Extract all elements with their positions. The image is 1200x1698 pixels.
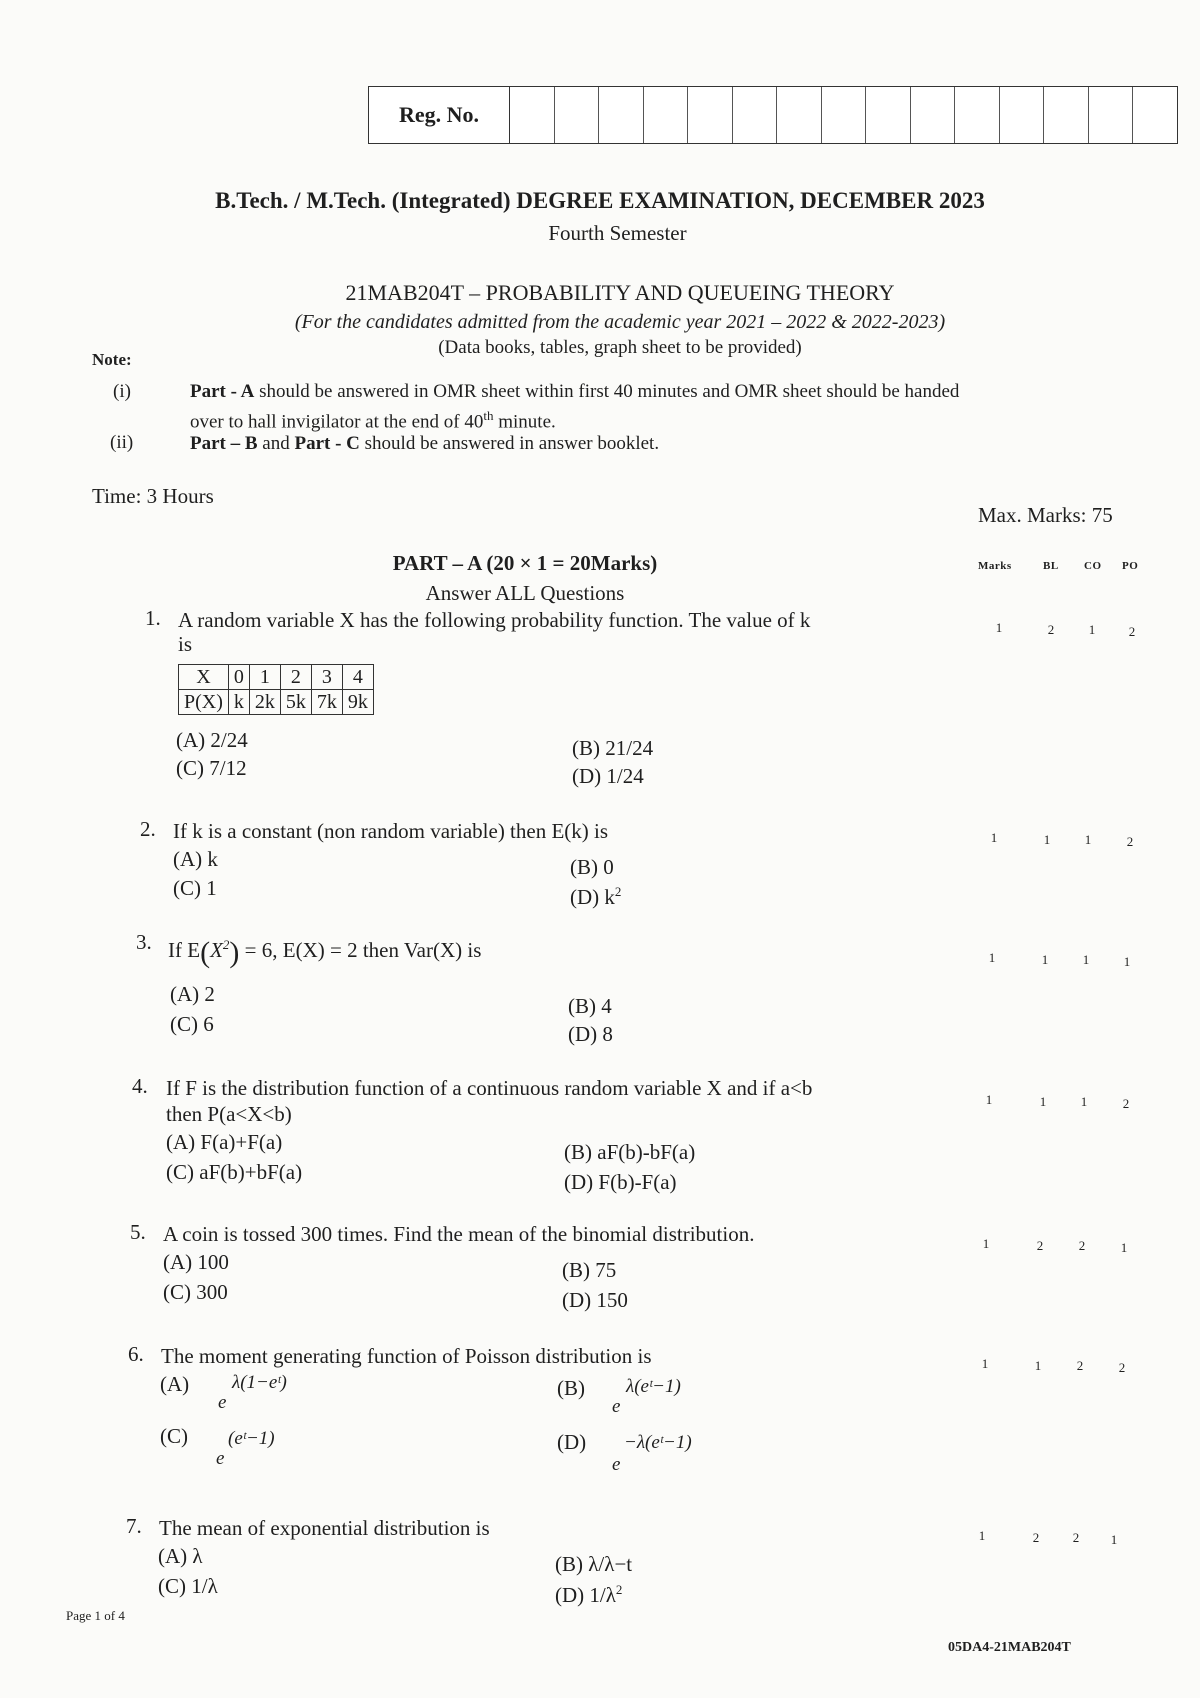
option-d[interactable] bbox=[555, 1582, 622, 1608]
option-c[interactable]: (C) 6 bbox=[170, 1012, 214, 1036]
mark-value: 1 bbox=[985, 1092, 993, 1107]
option-b[interactable]: (B) aF(b)-bF(a) bbox=[564, 1140, 696, 1164]
note-item bbox=[190, 432, 1170, 456]
option-d-base: e bbox=[612, 1454, 621, 1475]
question-number: 3. bbox=[136, 930, 152, 954]
option-a[interactable]: (A) bbox=[160, 1372, 190, 1396]
paren-icon: ) bbox=[229, 936, 240, 969]
note-text: minute. bbox=[493, 411, 556, 433]
table-cell: 2 bbox=[280, 665, 311, 690]
probability-table bbox=[178, 664, 374, 715]
mark-value: 1 bbox=[978, 1528, 986, 1543]
question-text: The moment generating function of Poisson distribution is bbox=[161, 1344, 652, 1368]
option-d-sup: 2 bbox=[614, 884, 622, 899]
page-number: Page 1 of 4 bbox=[66, 1608, 125, 1623]
co-value: 1 bbox=[1082, 952, 1090, 967]
table-cell: 5k bbox=[280, 690, 311, 715]
table-cell: 3 bbox=[311, 665, 342, 690]
reg-cell[interactable] bbox=[866, 87, 911, 143]
reg-cell[interactable] bbox=[1044, 87, 1089, 143]
bl-value: 1 bbox=[1034, 1358, 1042, 1373]
table-cell: 7k bbox=[311, 690, 342, 715]
note-text: should be answered in OMR sheet within first 40 minutes and OMR sheet should be handed bbox=[254, 381, 960, 402]
question-number: 1. bbox=[145, 606, 161, 630]
part-a-title: PART – A (20 × 1 = 20Marks) bbox=[392, 551, 658, 575]
bl-value: 1 bbox=[1041, 952, 1049, 967]
co-value: 1 bbox=[1084, 832, 1092, 847]
reg-cell[interactable] bbox=[555, 87, 600, 143]
option-d[interactable]: (D) F(b)-F(a) bbox=[564, 1170, 677, 1194]
col-header-co: CO bbox=[1084, 560, 1102, 572]
question-text: is bbox=[178, 632, 193, 656]
option-c[interactable]: (C) 7/12 bbox=[176, 756, 247, 780]
po-value: 2 bbox=[1128, 624, 1136, 639]
bl-value: 1 bbox=[1043, 832, 1051, 847]
question-number: 7. bbox=[126, 1514, 142, 1538]
semester: Fourth Semester bbox=[548, 221, 687, 245]
option-d-text: (D) k bbox=[570, 885, 615, 909]
option-c-math: (eᵗ−1) bbox=[228, 1428, 275, 1449]
option-b[interactable]: (B) 21/24 bbox=[572, 736, 654, 760]
col-header-bl: BL bbox=[1043, 560, 1059, 572]
question-number: 2. bbox=[140, 817, 156, 841]
po-value: 2 bbox=[1122, 1096, 1130, 1111]
option-c[interactable]: (C) 1 bbox=[173, 876, 217, 900]
table-cell: 0 bbox=[228, 665, 249, 690]
note-sup: th bbox=[483, 408, 494, 423]
note-text: and bbox=[257, 433, 295, 454]
col-header-po: PO bbox=[1122, 560, 1139, 572]
reg-no-label: Reg. No. bbox=[369, 87, 510, 143]
mark-value: 1 bbox=[988, 950, 996, 965]
candidates-note: (For the candidates admitted from the academic year 2021 – 2022 & 2022-2023) bbox=[294, 311, 946, 333]
note-text: over to hall invigilator at the end of 40 bbox=[190, 411, 484, 433]
table-cell: P(X) bbox=[179, 690, 229, 715]
option-c[interactable]: (C) 1/λ bbox=[158, 1574, 218, 1598]
option-d[interactable]: (D) 8 bbox=[568, 1022, 613, 1046]
po-value: 1 bbox=[1123, 954, 1131, 969]
reg-cell[interactable] bbox=[688, 87, 733, 143]
note-item bbox=[190, 380, 1170, 434]
option-b[interactable]: (B) 4 bbox=[568, 994, 612, 1018]
note-text: should be answered in answer booklet. bbox=[359, 433, 660, 454]
note-label: Note: bbox=[92, 350, 132, 369]
mark-value: 1 bbox=[995, 620, 1003, 635]
bl-value: 2 bbox=[1036, 1238, 1044, 1253]
co-value: 1 bbox=[1080, 1094, 1088, 1109]
option-a[interactable]: (A) λ bbox=[158, 1544, 203, 1568]
paper-code: 05DA4-21MAB204T bbox=[948, 1640, 1071, 1655]
reg-cell[interactable] bbox=[911, 87, 956, 143]
option-d-text: (D) 1/λ bbox=[555, 1583, 616, 1607]
table-cell: 1 bbox=[249, 665, 280, 690]
question-number: 5. bbox=[130, 1220, 146, 1244]
databooks-note: (Data books, tables, graph sheet to be provided) bbox=[438, 337, 802, 358]
option-a-base: e bbox=[218, 1392, 227, 1413]
q3-var: X bbox=[210, 938, 223, 962]
q3-part: If E bbox=[168, 938, 201, 962]
mark-value: 1 bbox=[990, 830, 998, 845]
po-value: 1 bbox=[1110, 1532, 1118, 1547]
col-header-marks: Marks bbox=[978, 560, 1012, 572]
question-text: If F is the distribution function of a continuous random variable X and if a<b bbox=[166, 1076, 813, 1100]
option-d-sup: 2 bbox=[615, 1582, 623, 1597]
option-a[interactable]: (A) 2 bbox=[170, 982, 215, 1006]
co-value: 1 bbox=[1088, 622, 1096, 637]
note-bold: Part – B bbox=[190, 433, 258, 454]
max-marks: Max. Marks: 75 bbox=[978, 503, 1113, 527]
question-text: A coin is tossed 300 times. Find the mean of the binomial distribution. bbox=[163, 1222, 755, 1246]
question-text: A random variable X has the following probability function. The value of k bbox=[178, 608, 811, 632]
po-value: 2 bbox=[1118, 1360, 1126, 1375]
table-cell: 9k bbox=[342, 690, 373, 715]
question-text bbox=[168, 936, 481, 970]
option-b[interactable]: (B) 75 bbox=[562, 1258, 617, 1282]
reg-cell[interactable] bbox=[955, 87, 1000, 143]
reg-cell[interactable] bbox=[777, 87, 822, 143]
po-value: 2 bbox=[1126, 834, 1134, 849]
question-text: The mean of exponential distribution is bbox=[159, 1516, 490, 1540]
part-a-subtitle: Answer ALL Questions bbox=[425, 581, 625, 605]
reg-cell[interactable] bbox=[1133, 87, 1177, 143]
mark-value: 1 bbox=[982, 1236, 990, 1251]
reg-cell[interactable] bbox=[599, 87, 644, 143]
question-number: 4. bbox=[132, 1074, 148, 1098]
question-text: then P(a<X<b) bbox=[166, 1102, 292, 1126]
co-value: 2 bbox=[1076, 1358, 1084, 1373]
paren-icon: ( bbox=[200, 936, 211, 969]
option-b[interactable]: (B) 0 bbox=[570, 855, 614, 879]
option-c[interactable]: (C) aF(b)+bF(a) bbox=[166, 1160, 303, 1184]
note-bold: Part - A bbox=[190, 381, 255, 402]
reg-no-box bbox=[368, 86, 1178, 144]
option-d-math: −λ(eᵗ−1) bbox=[624, 1432, 692, 1453]
reg-cell[interactable] bbox=[510, 87, 555, 143]
note-bold: Part - C bbox=[294, 433, 360, 454]
table-cell: X bbox=[179, 665, 229, 690]
option-b-base: e bbox=[612, 1396, 621, 1417]
option-c-base: e bbox=[216, 1448, 225, 1469]
option-c[interactable]: (C) bbox=[160, 1424, 188, 1448]
q3-part: = 6, E(X) = 2 then Var(X) is bbox=[239, 938, 482, 962]
time-label: Time: 3 Hours bbox=[92, 484, 214, 508]
table-cell: 4 bbox=[342, 665, 373, 690]
option-a[interactable]: (A) F(a)+F(a) bbox=[166, 1130, 283, 1154]
q3-sup: 2 bbox=[222, 937, 230, 952]
option-d[interactable]: (D) bbox=[557, 1430, 587, 1454]
option-a[interactable]: (A) k bbox=[173, 847, 218, 871]
exam-title: B.Tech. / M.Tech. (Integrated) DEGREE EXAMINATION, DECEMBER 2023 bbox=[215, 188, 985, 213]
table-cell: k bbox=[228, 690, 249, 715]
co-value: 2 bbox=[1072, 1530, 1080, 1545]
reg-cell[interactable] bbox=[644, 87, 689, 143]
bl-value: 2 bbox=[1032, 1530, 1040, 1545]
note-num: (i) bbox=[113, 381, 131, 402]
question-number: 6. bbox=[128, 1342, 144, 1366]
bl-value: 2 bbox=[1047, 622, 1055, 637]
option-b[interactable]: (B) λ/λ−t bbox=[555, 1552, 633, 1576]
option-d[interactable]: (D) 150 bbox=[562, 1288, 628, 1312]
mark-value: 1 bbox=[981, 1356, 989, 1371]
option-d[interactable]: (D) 1/24 bbox=[572, 764, 644, 788]
option-a[interactable]: (A) 100 bbox=[163, 1250, 229, 1274]
co-value: 2 bbox=[1078, 1238, 1086, 1253]
note-num: (ii) bbox=[110, 432, 134, 453]
reg-cell[interactable] bbox=[822, 87, 867, 143]
reg-cell[interactable] bbox=[1089, 87, 1134, 143]
po-value: 1 bbox=[1120, 1240, 1128, 1255]
option-c[interactable]: (C) 300 bbox=[163, 1280, 228, 1304]
reg-cell[interactable] bbox=[733, 87, 778, 143]
question-text: If k is a constant (non random variable) then E(k) is bbox=[173, 819, 609, 843]
option-d[interactable] bbox=[570, 884, 621, 910]
option-a[interactable]: (A) 2/24 bbox=[176, 728, 248, 752]
bl-value: 1 bbox=[1039, 1094, 1047, 1109]
option-b-math: λ(eᵗ−1) bbox=[626, 1376, 681, 1397]
table-cell: 2k bbox=[249, 690, 280, 715]
reg-cell[interactable] bbox=[1000, 87, 1045, 143]
option-a-math: λ(1−eᵗ) bbox=[232, 1372, 287, 1393]
option-b[interactable]: (B) bbox=[557, 1376, 585, 1400]
course-title: 21MAB204T – PROBABILITY AND QUEUEING THEORY bbox=[345, 280, 895, 305]
